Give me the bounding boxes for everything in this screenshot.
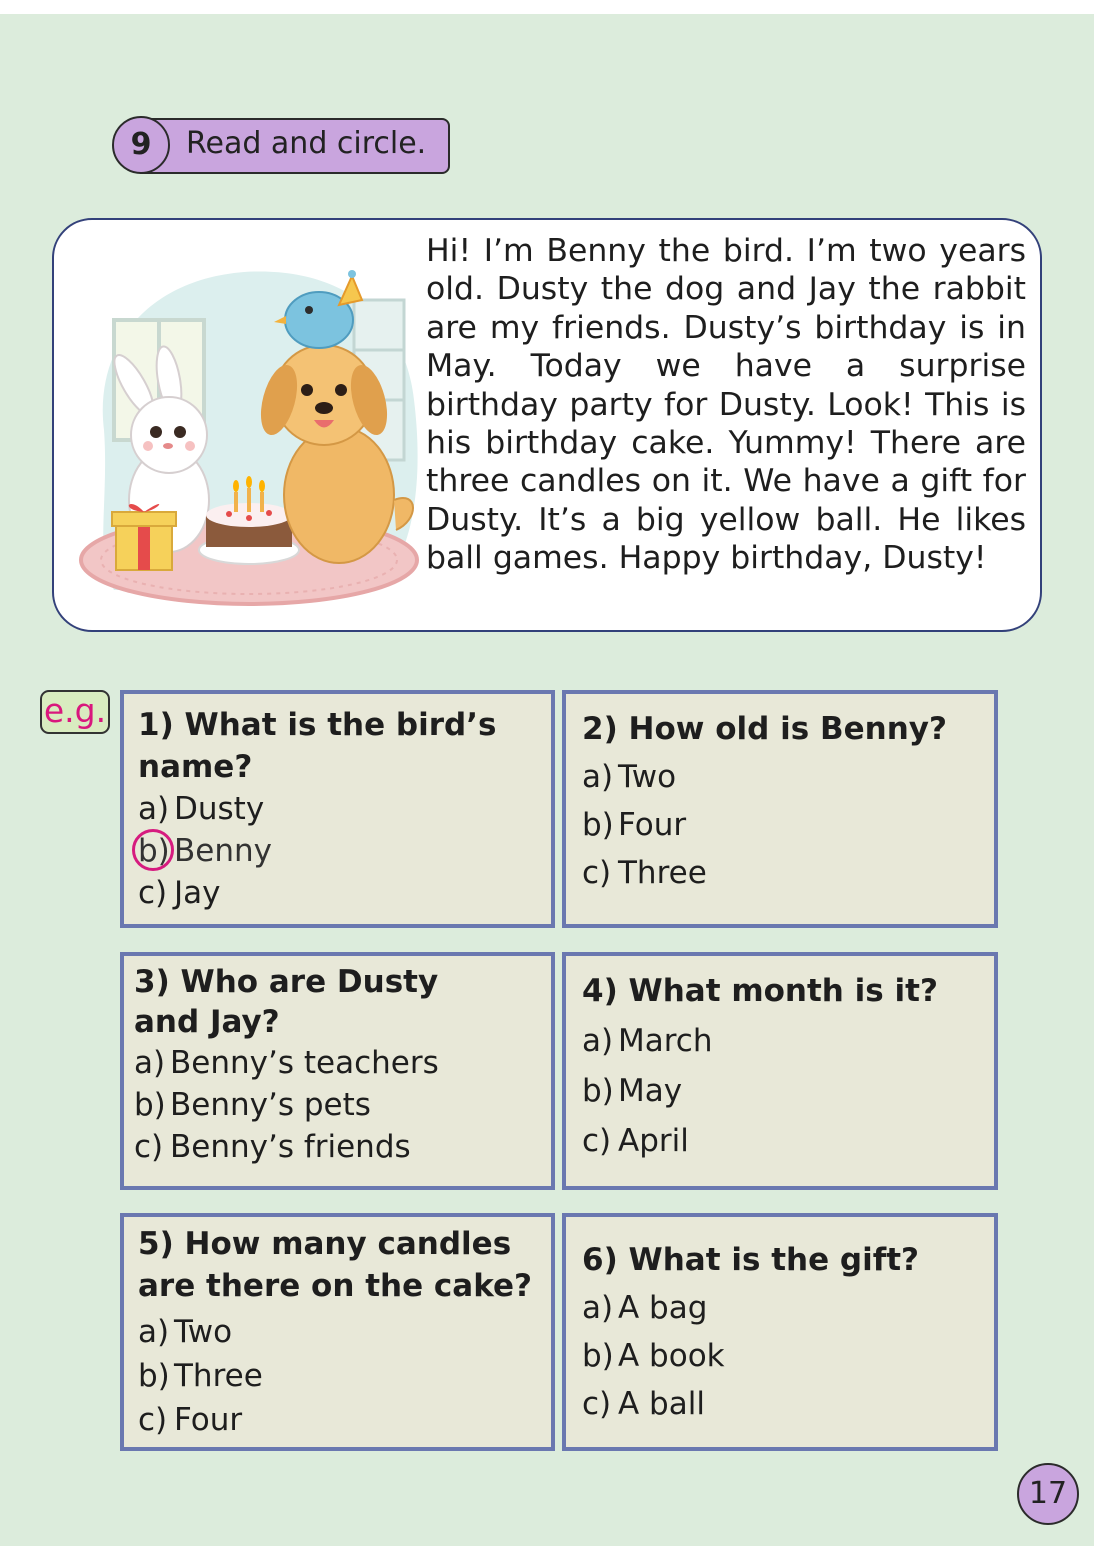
birthday-party-illustration bbox=[74, 260, 424, 610]
option-a[interactable]: a) Dusty bbox=[138, 791, 265, 827]
option-c[interactable]: c) Four bbox=[138, 1402, 243, 1438]
exercise-title: Read and circle. bbox=[186, 126, 427, 161]
option-b[interactable]: b) A book bbox=[582, 1338, 725, 1374]
option-b[interactable]: b) May bbox=[582, 1073, 683, 1109]
option-a[interactable]: a) Two bbox=[582, 759, 677, 795]
option-c[interactable]: c) Three bbox=[582, 855, 707, 891]
option-b[interactable]: b) Benny’s pets bbox=[134, 1087, 371, 1123]
option-c[interactable]: c) A ball bbox=[582, 1386, 705, 1422]
question-text: 1) What is the bird’s name? bbox=[138, 707, 497, 785]
story-text: Hi! I’m Benny the bird. I’m two years old. Dusty the dog and Jay the rabbit are my friends. Dusty’s birthday is in May. Today we have a surprise birthday party for Dusty. Look! This is his birthday cake. Yummy! There are three candles on it. We have a gift for Dusty. It’s a big yellow ball. He likes ball games. Happy birthday, Dusty! bbox=[426, 233, 1026, 577]
exercise-heading bbox=[112, 116, 448, 174]
question-text: 4) What month is it? bbox=[582, 973, 938, 1009]
question-text: 5) How many candles are there on the cake? bbox=[138, 1226, 532, 1304]
option-c[interactable]: c) Benny’s friends bbox=[134, 1129, 411, 1165]
story-box bbox=[52, 218, 1042, 632]
question-box-4 bbox=[562, 952, 998, 1190]
question-box-6 bbox=[562, 1213, 998, 1451]
option-a[interactable]: a) Two bbox=[138, 1314, 233, 1350]
question-text: 6) What is the gift? bbox=[582, 1242, 920, 1278]
option-a[interactable]: a) March bbox=[582, 1023, 713, 1059]
option-b[interactable]: b) Four bbox=[582, 807, 687, 843]
question-box-5 bbox=[120, 1213, 555, 1451]
question-text: 2) How old is Benny? bbox=[582, 711, 947, 747]
question-box-1 bbox=[120, 690, 555, 928]
example-label: e.g. bbox=[40, 690, 110, 734]
option-c[interactable]: c) Jay bbox=[138, 875, 221, 911]
option-b[interactable]: b) Benny bbox=[138, 833, 272, 869]
option-a[interactable]: a) Benny’s teachers bbox=[134, 1045, 439, 1081]
question-box-2 bbox=[562, 690, 998, 928]
question-text: 3) Who are Dusty and Jay? bbox=[134, 964, 439, 1040]
exercise-number-badge: 9 bbox=[112, 116, 170, 174]
page-number-badge: 17 bbox=[1017, 1463, 1079, 1525]
option-b[interactable]: b) Three bbox=[138, 1358, 263, 1394]
option-c[interactable]: c) April bbox=[582, 1123, 689, 1159]
option-a[interactable]: a) A bag bbox=[582, 1290, 708, 1326]
question-box-3 bbox=[120, 952, 555, 1190]
